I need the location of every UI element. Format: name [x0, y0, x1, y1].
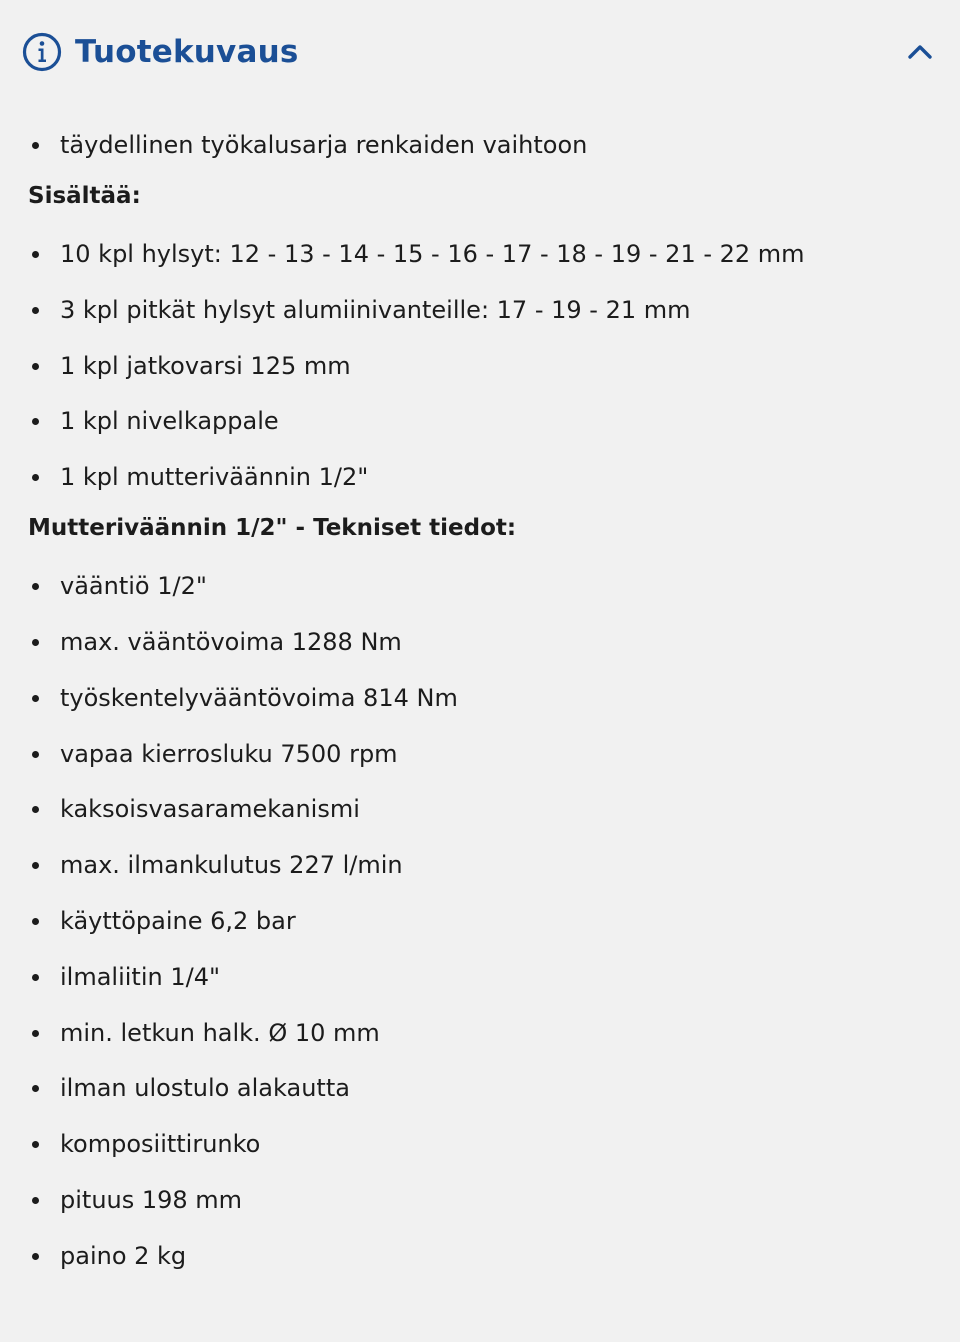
intro-list [28, 130, 928, 160]
list-item: 10 kpl hylsyt: 12 - 13 - 14 - 15 - 16 - 17 - 18 - 19 - 21 - 22 mm [28, 239, 928, 269]
list-item: 3 kpl pitkät hylsyt alumiinivanteille: 17 - 19 - 21 mm [28, 295, 928, 325]
list-item: kaksoisvasaramekanismi [28, 794, 928, 824]
list-item: 1 kpl nivelkappale [28, 406, 928, 436]
list-item: vääntiö 1/2" [28, 571, 928, 601]
collapse-button[interactable] [906, 38, 934, 66]
section-title: Tuotekuvaus [75, 34, 299, 70]
chevron-up-icon [906, 38, 934, 66]
list-item: max. vääntövoima 1288 Nm [28, 627, 928, 657]
list-item: komposiittirunko [28, 1129, 928, 1159]
list-item: ilman ulostulo alakautta [28, 1073, 928, 1103]
list-item: paino 2 kg [28, 1241, 928, 1271]
list-item: vapaa kierrosluku 7500 rpm [28, 739, 928, 769]
list-item: työskentelyvääntövoima 814 Nm [28, 683, 928, 713]
list-item: max. ilmankulutus 227 l/min [28, 850, 928, 880]
list-item: 1 kpl mutteriväännin 1/2" [28, 462, 928, 492]
contents-list [28, 239, 928, 492]
list-item: min. letkun halk. Ø 10 mm [28, 1018, 928, 1048]
accordion-header[interactable] [22, 30, 938, 74]
list-item: käyttöpaine 6,2 bar [28, 906, 928, 936]
description-content [28, 130, 928, 1297]
contents-heading: Sisältää: [28, 183, 141, 209]
list-item: 1 kpl jatkovarsi 125 mm [28, 351, 928, 381]
specs-list [28, 571, 928, 1271]
list-item: pituus 198 mm [28, 1185, 928, 1215]
info-icon [22, 32, 62, 72]
list-item: ilmaliitin 1/4" [28, 962, 928, 992]
list-item: täydellinen työkalusarja renkaiden vaihtoon [28, 130, 928, 160]
specs-heading: Mutteriväännin 1/2" - Tekniset tiedot: [28, 515, 517, 542]
